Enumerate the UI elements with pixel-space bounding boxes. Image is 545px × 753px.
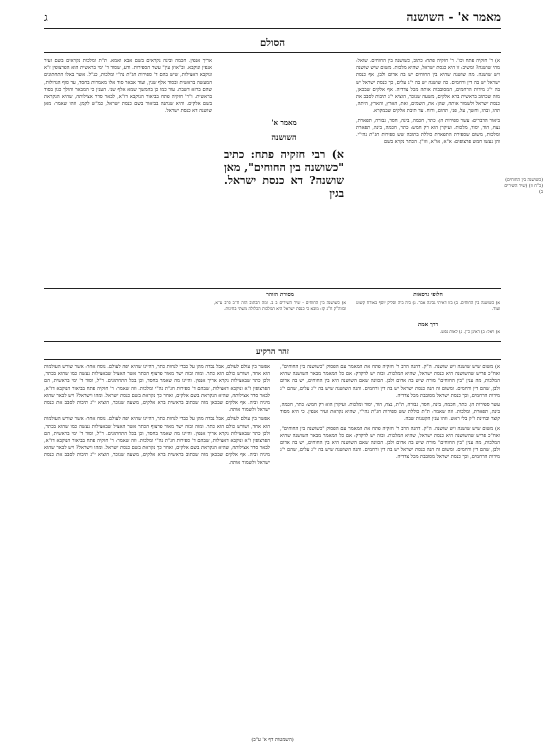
zohar-right-text-2: עשר ספירות הן. כתר, חכמה, בינה, חסד, גבורה, ת"ת, נצח, הוד, יסוד ומלכות. ועיקרן הוא רק חמש: כתר, חכמה, בינה, תפארת, ומלכות. וזה שאמר: ת"ת כוללת שש ספירות חג"ת נהי"י, שהיא נקראת זעיר אנפין. כי היא מסוד קוצר ובחינת ו"ק בלי ראש. וזהו ענין הקטנות שבה. bbox=[280, 402, 500, 423]
mid-heading-small: מאמר א' bbox=[271, 118, 297, 127]
page-title: מאמר א' - השושנה bbox=[406, 9, 501, 24]
header-rule bbox=[44, 28, 501, 29]
zohar-title-rule bbox=[44, 359, 501, 360]
notes-col3-text: א) ויאל: ב) דאינן כ"ן. ג) לאות נפש. bbox=[439, 330, 500, 335]
page-footer: (השמטות דף א' ע"ב) bbox=[251, 737, 294, 743]
sulam-left-text: אריך אנפין. חכמה ובינה נקראים בשם אבא ואמא. ת"ת ומלכות נקראים בשם זעיר אנפין ונוקבא. וב"אוזן עין" עשר הספירות. ודע, שסוד ד' ימי בראשית הוא הפרצופין ז"א ונוקבא דאצילות, שיש בהם ד' ספירות חג"ת נה"י ומלכות, כנ"ל. אשר באלו התחתונים המעשה בראשית ובסוד אלף שנין, ועוד אבאר סוד אלו מאמרות בחסד, עד סוף הגדולות, שהם ברזא דשבת. עוד כמו כן בהמשך שמא אלף שני. הענין כי המבאר והולך כגון בסוד בראשית. ו"ר' חזקיה פתח בביאור הנוקבא דז"א, לבאר סדר אצילותה, שהיא הנקראת בשם אלקים. והיא שנתנה בביאור בשם כנסת ישראל, כמ"ש לקמן. וזהו שאמר: מאן שושנה דא כנסת ישראל. bbox=[44, 58, 212, 115]
notes-col3-title: דרך אמת bbox=[417, 322, 439, 328]
zohar-right-column bbox=[280, 364, 500, 726]
section-rule bbox=[44, 52, 501, 53]
zohar-verse: א) רבי חזקיה פתח: כתיב "כשושנה בין החוחים", מאן שושנה? דא כנסת ישראל. בגין bbox=[224, 148, 344, 200]
notes-bottom-rule bbox=[44, 341, 501, 342]
zohar-right-text: א) משום שיש שושנה ויש שושנה. ה"ק. דהנה הרב ר' חזקיה פתח את המאמר עם הפסוק "כשושנה בין החוחים", ואח"כ פריש שהשושנה היא כנסת ישראל, שהיא המלכות. ובזה יש לדקדק: אם כל המאמר מבאר השושנה שהיא המלכות, מה ענין "בין החוחים" מורה שיש בה אדום ולבן. הכוונה שאם השושנה היא בין החוחים, יש בה אדום ולבן, שהם דין ורחמים. ומשום זה הנה כנסת ישראל יש בה דין ורחמים. והנה השושנה שיש בה י"ג עלים, שהם י"ג מידות הרחמים, וכך כנסת ישראל מסובבת מכל צדדיה. bbox=[280, 364, 500, 399]
running-header bbox=[44, 8, 501, 26]
sulam-right-column bbox=[356, 58, 500, 284]
notes-col1-title: חלופי גרסאות bbox=[413, 292, 443, 298]
zohar-left-column bbox=[44, 364, 270, 726]
mid-heading: השושנה bbox=[271, 132, 297, 142]
sulam-left-column bbox=[44, 58, 212, 284]
notes-col1-text: א) כשושנה בין החוחים. ב) בזו דאיתי גבינה אבר. ג) ביה ביה וסליק יוסף באורח קשוט ועוד. bbox=[356, 301, 500, 312]
zohar-left-text-repeat: אפשר בין עולם לעולם, אבל נבדה מהן על כבדי לנחות כתר, דהיינו שהיא יפה לעולם. נוסח אחר: אשר שורש העולמות הוא אחד, ושורש כולם הוא כתר. ומזה ובזה ישר מאור פרצוף הכתר אשר האציל שבאצילות נעשה כמו שהוא בכתר, ולכן כתר שבאצילות נקרא אריך אנפין. והיינו מה שאמר בחסד, וכן בכל התחתונים. ר"ל, וסוד ד' ימי בראשית, הם הפרצופין ז"א ונוקבא דאצילות, שבהם ד' ספירות חג"ת נה"י ומלכות. וזה שאמר: ר' חזקיה פתח בביאור הנוקבא דז"א, לבאר סדר אצילותה, שהיא הנקראת בשם אלקים, ואחר כך נקראת בשם כנסת ישראל. ומהו וישראל? ויש לבאר שהוא מיניה וביה. אף אלקים שבכאן מזה שכתוב בראשית ברא אלקים, משעה שנזכר, הוציא י"ג תיבות לסבב את כנסת ישראל ולשמור אותה. bbox=[44, 416, 270, 466]
notes-col2-text: א) כשושנה בין החוחים - שיר השירים ב ב. ומה הכתוב הזה ח"ב פ"ב ע"א, ובזוה"ק ח"ג קז: מובא כי כנסת ישראל היא המלכות הכלולה משתי בחינות. bbox=[214, 301, 346, 312]
section-title: הסולם bbox=[260, 38, 285, 49]
notes-col2-title: מסורת הזוהר bbox=[266, 292, 294, 298]
zohar-left-text: אפשר בין עולם לעולם, אבל נבדה מהן על כבדי לנחות כתר, דהיינו שהיא יפה לעולם. נוסח אחר: אשר שורש העולמות הוא אחד, ושורש כולם הוא כתר. ומזה ובזה ישר מאור פרצוף הכתר אשר האציל שבאצילות נעשה כמו שהוא בכתר, ולכן כתר שבאצילות נקרא אריך אנפין. והיינו מה שאמר בחסד, וכן בכל התחתונים. ר"ל, וסוד ד' ימי בראשית, הם הפרצופין ז"א ונוקבא דאצילות, שבהם ד' ספירות חג"ת נה"י ומלכות. וזה שאמר: ר' חזקיה פתח בביאור הנוקבא דז"א, לבאר סדר אצילותה, שהיא הנקראת בשם אלקים, ואחר כך נקראת בשם כנסת ישראל. ומהו וישראל? ויש לבאר שהוא מיניה וביה. אף אלקים שבכאן מזה שכתוב בראשית ברא אלקים, משעה שנזכר, הוציא י"ג תיבות לסבב את כנסת ישראל ולשמור אותה. bbox=[44, 364, 270, 414]
sulam-right-text: א) ר' חזקיה פתח וכו'. ר' חזקיה פתח: כתוב, כשושנה בין החוחים. שואל: מהי שושנה? ומשיב: זו היא כנסת ישראל, שהיא מלכות. משום שיש שושנה ויש שושנה. מה שושנה שהיא בין החוחים יש בה אדום ולבן, אף כנסת ישראל יש בה דין ורחמים. כה שושנה יש בה י"ג עלים, כך כנסת ישראל יש בה י"ג מידות הרחמים, המסובבות אותה מכל צדדיה. אף אלקים שבכאן, מזה שכתוב בראשית ברא אלקים, משעה שנזכר, הוציא י"ג תיבות לסבב את כנסת ישראל ולשמור אותה, שהן: את, השמים, ואת, הארץ, והארץ, היתה, תהו, ובהו, וחשך, על, פני, תהום, ורוח. עד תיבת אלקים שבמקרא. bbox=[356, 58, 500, 115]
zohar-harakia-title: זהר הרקיע bbox=[256, 346, 289, 356]
sulam-right-biur: ביאור הדברים: עשר ספירות הן: כתר, חכמה, בינה, חסד, גבורה, תפארת, נצח, הוד, יסוד, מלכות. ועיקרן הוא רק חמש: כתר, חכמה, בינה, תפארת ומלכות, משום שספירת התפארת כוללת בתוכה שש ספירות חג"ת נהי"י. והן נעשו חמש פרצופים: א"א, או"א, וזו"ן. הכתר נקרא בשם bbox=[356, 117, 500, 146]
page-number: ג bbox=[44, 10, 48, 24]
zohar-right-text-repeat: א) משום שיש שושנה ויש שושנה. ה"ק. דהנה הרב ר' חזקיה פתח את המאמר עם הפסוק "כשושנה בין החוחים", ואח"כ פריש שהשושנה היא כנסת ישראל, שהיא המלכות. ובזה יש לדקדק: אם כל המאמר מבאר השושנה שהיא המלכות, מה ענין "בין החוחים" מורה שיש בה אדום ולבן. הכוונה שאם השושנה היא בין החוחים, יש בה אדום ולבן, שהם דין ורחמים. ומשום זה הנה כנסת ישראל יש בה דין ורחמים. והנה השושנה שיש בה י"ג עלים, שהם י"ג מידות הרחמים, וכך כנסת ישראל מסובבת מכל צדדיה. bbox=[280, 425, 500, 461]
margin-references: (כשושנה בין החוחים) (כ"ח וז) (שיר השירים ב) bbox=[504, 178, 543, 195]
notes-top-rule bbox=[44, 288, 501, 289]
